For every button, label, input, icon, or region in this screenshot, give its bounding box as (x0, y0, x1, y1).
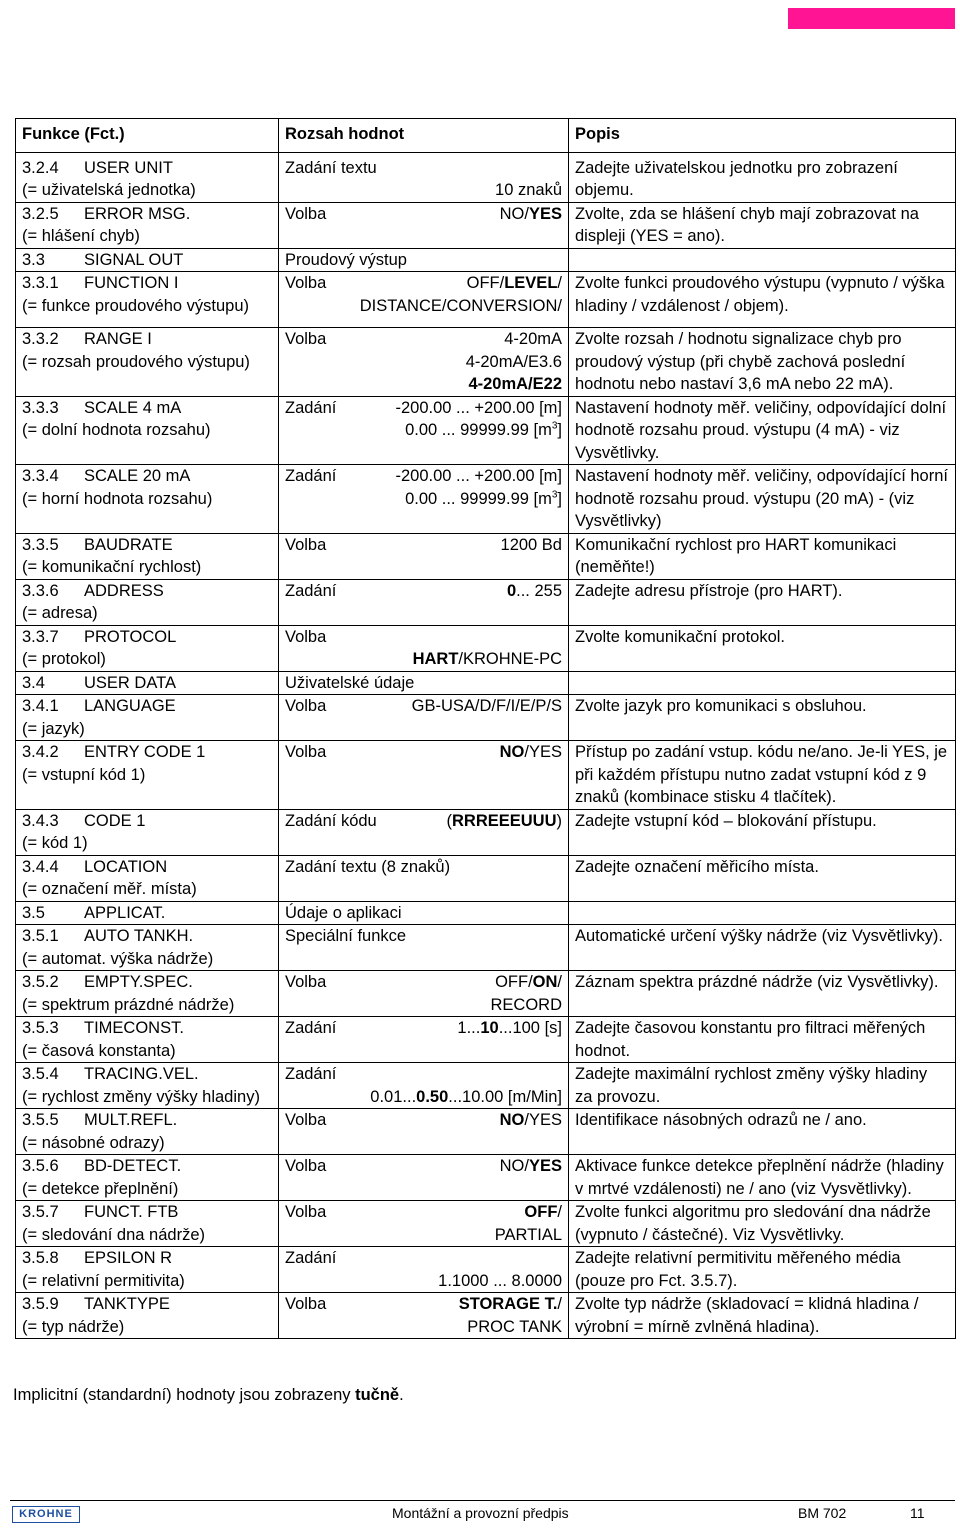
table-row: 3.5.1 AUTO TANKH. (= automat. výška nádrže) Speciální funkce Automatické určení výšky nádrže (viz Vysvětlivky). (16, 925, 956, 971)
section-row: 3.4 USER DATA Uživatelské údaje (16, 671, 956, 695)
table-row: 3.5.9 TANKTYPE (= typ nádrže) Volba STORAGE T./ PROC TANK Zvolte typ nádrže (skladovací = klidná hladina / výrobní = mírně zvlněná hladina). (16, 1293, 956, 1339)
table-row: 3.4.4 LOCATION (= označení měř. místa) Zadání textu (8 znaků) Zadejte označení měřicího místa. (16, 855, 956, 901)
table-row: 3.3.4 SCALE 20 mA (= horní hodnota rozsahu) Zadání -200.00 ... +200.00 [m] 0.00 ... 99999.99 $[m^3]$ Nastavení hodnoty měř. veličiny, odpovídající horní hodnotě rozsahu proud. výstupu (20 mA) - (viz Vysvětlivky) (16, 465, 956, 534)
section-row: 3.3 SIGNAL OUT Proudový výstup (16, 248, 956, 272)
footer-document-code: BM 702 (798, 1505, 847, 1521)
pink-marker-bar (788, 8, 955, 29)
table-row: 3.3.1 FUNCTION I (= funkce proudového výstupu) Volba OFF/LEVEL/ DISTANCE/CONVERSION/ Zvolte funkci proudového výstupu (vypnuto / výška hladiny / vzdálenost / objem). (16, 272, 956, 328)
table-row: 3.2.4 USER UNIT (= uživatelská jednotka) Zadání textu 10 znaků Zadejte uživatelskou jednotku pro zobrazení objemu. (16, 152, 956, 202)
table-row: 3.4.1 LANGUAGE (= jazyk) Volba GB-USA/D/F/I/E/P/S Zvolte jazyk pro komunikaci s obsluhou. (16, 695, 956, 741)
table-row: 3.5.5 MULT.REFL. (= násobné odrazy) Volba NO/YES Identifikace násobných odrazů ne / ano. (16, 1109, 956, 1155)
table-row: 3.4.2 ENTRY CODE 1 (= vstupní kód 1) Volba NO/YES Přístup po zadání vstup. kódu ne/ano. Je-li YES, je při každém přístupu nutno zadat vstupní kód z 9 znaků (kombinace stisku 4 tlačítek). (16, 741, 956, 810)
table-row: 3.5.2 EMPTY.SPEC. (= spektrum prázdné nádrže) Volba OFF/ON/ RECORD Záznam spektra prázdné nádrže (viz Vysvětlivky). (16, 971, 956, 1017)
table-row: 3.4.3 CODE 1 (= kód 1) Zadání kódu (RRREEEUUU) Zadejte vstupní kód – blokování přístupu. (16, 809, 956, 855)
table-row: 3.5.3 TIMECONST. (= časová konstanta) Zadání 1...10...100 [s] Zadejte časovou konstantu pro filtraci měřených hodnot. (16, 1017, 956, 1063)
function-table (15, 118, 956, 1339)
krohne-logo: KROHNE (12, 1506, 80, 1523)
table-row: 3.5.8 EPSILON R (= relativní permitivita) Zadání 1.1000 ... 8.0000 Zadejte relativní permitivitu měřeného média (pouze pro Fct. 3.5.7). (16, 1247, 956, 1293)
table-row: 3.5.6 BD-DETECT. (= detekce přeplnění) Volba NO/YES Aktivace funkce detekce přeplnění nádrže (hladiny v mrtvé vzdálenosti) ne / ano (viz Vysvětlivky). (16, 1155, 956, 1201)
page-number: 11 (910, 1505, 925, 1521)
table-row: 3.5.7 FUNCT. FTB (= sledování dna nádrže) Volba OFF/ PARTIAL Zvolte funkci algoritmu pro sledování dna nádrže (vypnuto / částečné). Viz Vysvětlivky. (16, 1201, 956, 1247)
section-row: 3.5 APPLICAT. Údaje o aplikaci (16, 901, 956, 925)
page-footer (10, 1500, 955, 1527)
table-row: 3.2.5 ERROR MSG. (= hlášení chyb) Volba NO/YES Zvolte, zda se hlášení chyb mají zobrazovat na displeji (YES = ano). (16, 202, 956, 248)
table-row: 3.3.5 BAUDRATE (= komunikační rychlost) Volba 1200 Bd Komunikační rychlost pro HART komunikaci (neměňte!) (16, 533, 956, 579)
table-row: 3.3.6 ADDRESS (= adresa) Zadání 0... 255 Zadejte adresu přístroje (pro HART). (16, 579, 956, 625)
default-values-note: Implicitní (standardní) hodnoty jsou zobrazeny tučně. (13, 1386, 404, 1404)
table-row: 3.3.2 RANGE I (= rozsah proudového výstupu) Volba 4-20mA 4-20mA/E3.6 4-20mA/E22 Zvolte rozsah / hodnotu signalizace chyb pro proudový výstup (při chybě zachová poslední hodnotu nebo nastaví 3,6 mA nebo 22 mA). (16, 328, 956, 397)
table-row: 3.5.4 TRACING.VEL. (= rychlost změny výšky hladiny) Zadání 0.01...0.50...10.00 [m/Min] Zadejte maximální rychlost změny výšky hladiny za provozu. (16, 1063, 956, 1109)
table-header (16, 119, 956, 153)
header-range: Rozsah hodnot (279, 119, 569, 153)
header-description: Popis (569, 119, 956, 153)
footer-title: Montážní a provozní předpis (392, 1505, 569, 1521)
header-function: Funkce (Fct.) (16, 119, 279, 153)
table-row: 3.3.7 PROTOCOL (= protokol) Volba HART/KROHNE-PC Zvolte komunikační protokol. (16, 625, 956, 671)
table-row: 3.3.3 SCALE 4 mA (= dolní hodnota rozsahu) Zadání -200.00 ... +200.00 [m] 0.00 ... 99999.99 $[m^3]$ Nastavení hodnoty měř. veličiny, odpovídající dolní hodnotě rozsahu proud. výstupu (4 mA) - viz Vysvětlivky. (16, 396, 956, 465)
